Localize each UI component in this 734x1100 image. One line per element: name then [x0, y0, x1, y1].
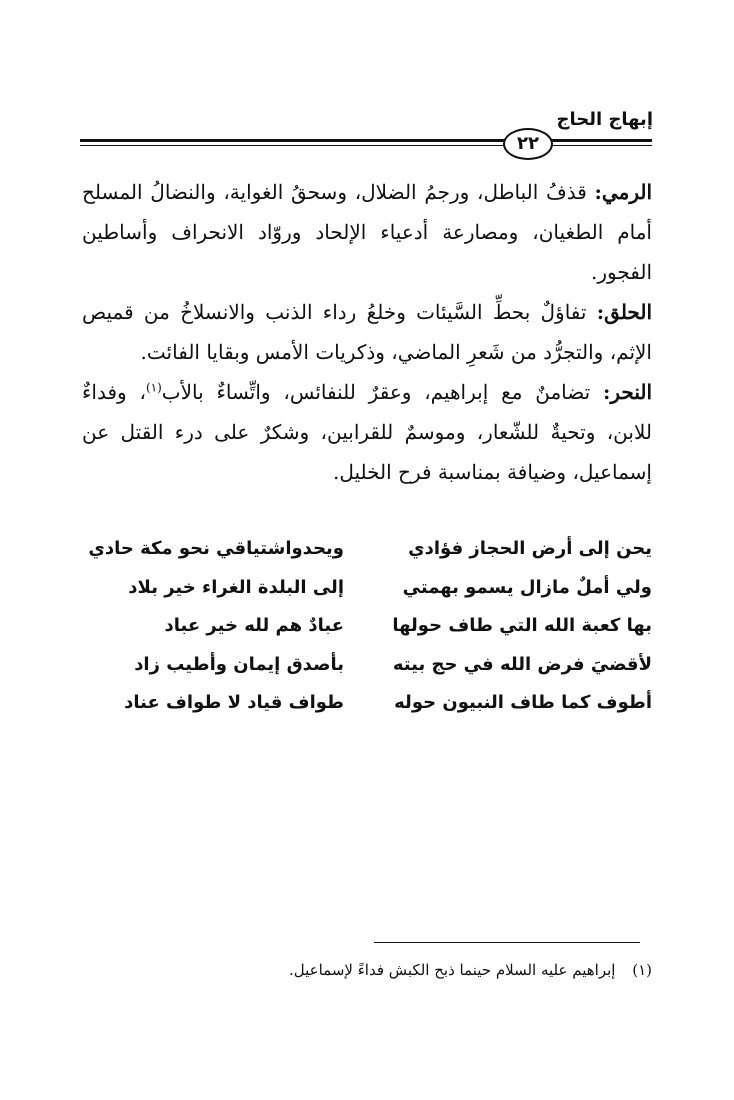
- poem-first-hemistich: بها كعبة الله التي طاف حولها: [392, 615, 652, 636]
- poem-first-hemistich: أطوف كما طاف النبيون حوله: [394, 692, 652, 713]
- poem-verse: [82, 607, 652, 646]
- footnote-separator: [374, 942, 640, 943]
- footnote-reference[interactable]: (١): [145, 380, 162, 395]
- paragraph-halq: [82, 292, 652, 372]
- definition-halq: تفاؤلٌ بحطِّ السَّيئات وخلعُ رداء الذنب والانسلاخُ من قميص الإثم، والتجرُّد من شَعرِ الماضي، وذكريات الأمس وبقايا الفائت.: [82, 300, 652, 364]
- term-nahr: النحر:: [602, 380, 652, 404]
- poem-verse: [82, 530, 652, 569]
- paragraph-ramy: [82, 172, 652, 292]
- poem-second-hemistich: ويحدواشتياقي نحو مكة حادي: [88, 538, 344, 559]
- header-rule-left-thin: [80, 145, 506, 146]
- footnote-text: إبراهيم عليه السلام حينما ذبح الكبش فداءً لإسماعيل.: [289, 961, 616, 979]
- poem-first-hemistich: يحن إلى أرض الحجاز فؤادي: [408, 538, 652, 559]
- paragraph-nahr: [82, 372, 652, 492]
- main-text: [82, 172, 652, 492]
- term-ramy: الرمي:: [594, 180, 652, 204]
- definition-ramy: قذفُ الباطل، ورجمُ الضلال، وسحقُ الغواية، والنضالُ المسلح أمام الطغيان، ومصارعة أدعياء الإلحاد وروّاد الانحراف وأساطين الفجور.: [82, 180, 652, 284]
- poem-verse: [82, 569, 652, 608]
- poem-verse: [82, 646, 652, 685]
- poem-second-hemistich: طواف قياد لا طواف عناد: [124, 692, 344, 713]
- running-header-title: إبهاج الحاج: [556, 109, 653, 130]
- poem-first-hemistich: ولي أملٌ مازال يسمو بهمتي: [402, 576, 652, 598]
- footnote-marker: (١): [632, 961, 652, 979]
- page-number: ٢٢: [503, 128, 553, 160]
- header-rule-left-thick: [80, 139, 506, 142]
- definition-nahr-part1: تضامنٌ مع إبراهيم، وعقرٌ للنفائس، واتِّساءٌ بالأب: [161, 380, 591, 404]
- definition-nahr-part2: ، وفداءٌ للابن، وتحيةٌ للشّعار، وموسمٌ للقرابين، وشكرٌ على درء القتل عن إسماعيل، وضيافة بمناسبة فرح الخليل.: [82, 380, 652, 484]
- poem-second-hemistich: بأصدق إيمان وأطيب زاد: [134, 653, 344, 675]
- footnote: [82, 958, 652, 982]
- term-halq: الحلق:: [596, 300, 652, 324]
- poem-second-hemistich: إلى البلدة الغراء خير بلاد: [128, 576, 344, 598]
- poem-verse: [82, 684, 652, 723]
- poem-second-hemistich: عبادٌ هم لله خير عباد: [164, 615, 344, 636]
- poem-first-hemistich: لأقضيَ فرض الله في حج بيته: [392, 653, 652, 675]
- poem: [82, 530, 652, 723]
